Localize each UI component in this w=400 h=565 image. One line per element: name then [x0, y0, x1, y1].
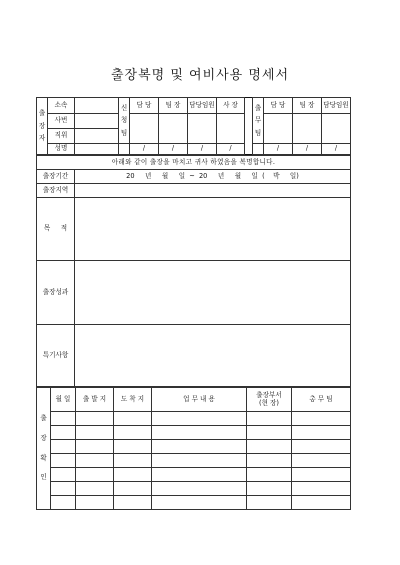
affiliation-label: 소속 [48, 98, 75, 114]
table-row [37, 496, 351, 510]
return-statement: 아래와 같이 출장을 마치고 귀사 하였음을 복명합니다. [37, 156, 351, 170]
gap [245, 98, 253, 155]
general-affairs-column-header: 총 무 팀 [292, 388, 351, 412]
name-label: 성명 [48, 144, 75, 155]
affiliation-field[interactable] [75, 98, 119, 114]
name-field[interactable] [75, 144, 119, 155]
page-title: 출장복명 및 여비사용 명세서 [110, 68, 290, 83]
traveler-label: 출 장 자 [37, 98, 48, 155]
confirmation-side-label: 출 장 확 인 [37, 388, 51, 510]
duty-team-leader-header: 팀 장 [293, 98, 322, 114]
duty-staff-sign[interactable] [264, 114, 293, 144]
duty-executive-date[interactable]: / [322, 144, 351, 155]
site-department-column-header: 출장부서 (현 장) [247, 388, 292, 412]
applicant-staff-sign[interactable] [130, 114, 159, 144]
position-field[interactable] [75, 129, 119, 144]
applicant-staff-header: 담 당 [130, 98, 159, 114]
duty-team-leader-date[interactable]: / [293, 144, 322, 155]
applicant-team-leader-sign[interactable] [159, 114, 188, 144]
table-row [37, 468, 351, 482]
duty-team-leader-sign[interactable] [293, 114, 322, 144]
period-label: 출장기간 [37, 170, 75, 184]
approval-table [36, 97, 351, 155]
applicant-blank [119, 144, 130, 155]
work-content-column-header: 업 무 내 용 [152, 388, 247, 412]
result-field[interactable] [75, 261, 351, 325]
duty-executive-sign[interactable] [322, 114, 351, 144]
employee-number-field[interactable] [75, 114, 119, 129]
purpose-label: 목 적 [37, 198, 75, 261]
employee-number-label: 사번 [48, 114, 75, 129]
duty-blank [253, 144, 264, 155]
applicant-executive-sign[interactable] [188, 114, 217, 144]
notes-label: 특기사항 [37, 325, 75, 387]
table-row [37, 482, 351, 496]
report-body-table [36, 155, 351, 387]
duty-team-label: 출 무 팀 [253, 98, 264, 144]
confirmation-table [36, 387, 351, 510]
notes-field[interactable] [75, 325, 351, 387]
position-label: 직위 [48, 129, 75, 144]
table-row [37, 440, 351, 454]
applicant-team-label: 신 청 팀 [119, 98, 130, 144]
period-field[interactable]: 20 년 월 일 ~ 20 년 월 일 ( 박 일) [75, 170, 351, 184]
applicant-president-sign[interactable] [217, 114, 245, 144]
applicant-team-leader-header: 팀 장 [159, 98, 188, 114]
applicant-president-date[interactable]: / [217, 144, 245, 155]
table-row [37, 454, 351, 468]
applicant-staff-date[interactable]: / [130, 144, 159, 155]
region-label: 출장지역 [37, 184, 75, 198]
arrival-column-header: 도 착 지 [114, 388, 152, 412]
table-row [37, 412, 351, 426]
date-column-header: 월 일 [51, 388, 76, 412]
applicant-executive-header: 담당임원 [188, 98, 217, 114]
applicant-team-leader-date[interactable]: / [159, 144, 188, 155]
departure-column-header: 출 발 지 [76, 388, 114, 412]
duty-staff-header: 담 당 [264, 98, 293, 114]
purpose-field[interactable] [75, 198, 351, 261]
applicant-president-header: 사 장 [217, 98, 245, 114]
result-label: 출장성과 [37, 261, 75, 325]
report-form [36, 97, 351, 510]
table-row [37, 426, 351, 440]
region-field[interactable] [75, 184, 351, 198]
duty-executive-header: 담당임원 [322, 98, 351, 114]
duty-staff-date[interactable]: / [264, 144, 293, 155]
applicant-executive-date[interactable]: / [188, 144, 217, 155]
